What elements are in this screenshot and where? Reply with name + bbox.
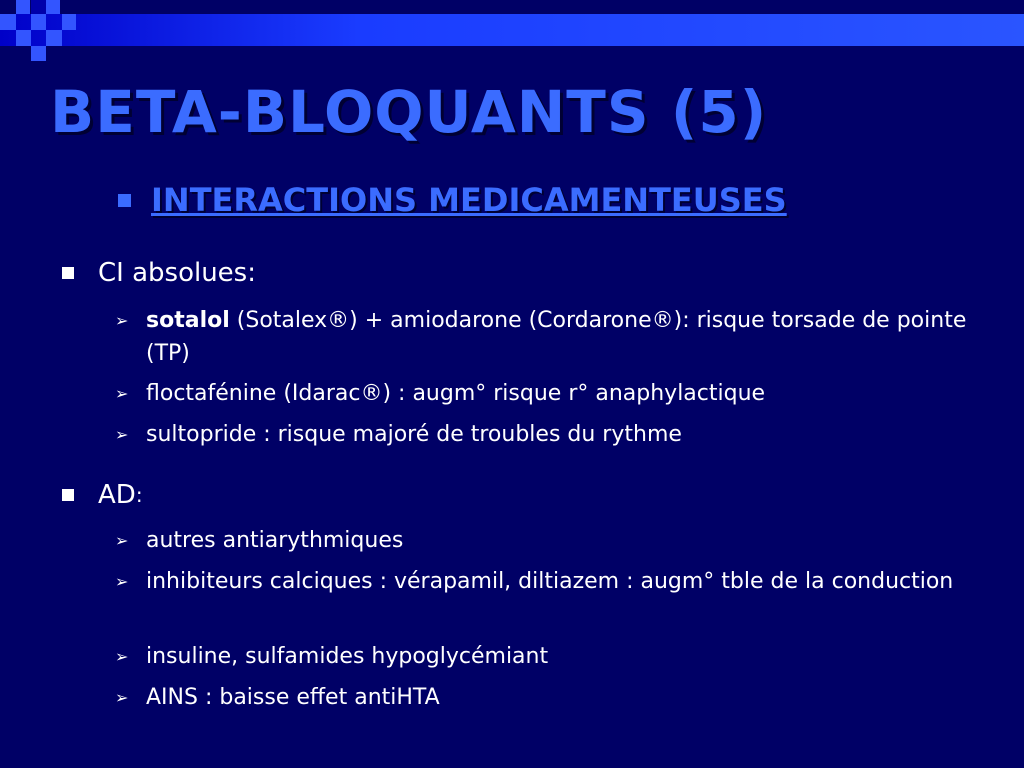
- list-item: [115, 418, 995, 451]
- section-heading-text: CI absolues:: [98, 258, 256, 288]
- section-heading-ad: [62, 480, 143, 510]
- drug-name-bold: sotalol: [146, 308, 230, 333]
- list-item-text: autres antiarythmiques: [146, 528, 404, 553]
- list-item: [115, 681, 995, 714]
- list-item-text: floctafénine (Idarac®) : augm° risque r° anaphylactique: [146, 381, 766, 406]
- list-item-text: insuline, sulfamides hypoglycémiant: [146, 644, 549, 669]
- square-bullet-icon: [62, 489, 74, 501]
- arrow-bullet-icon: ➢: [115, 384, 129, 403]
- subtitle-text: INTERACTIONS MEDICAMENTEUSES: [151, 181, 787, 219]
- decorative-top-bar: [0, 14, 1024, 46]
- list-item-text: sultopride : risque majoré de troubles du rythme: [146, 422, 682, 447]
- list-item: [115, 304, 995, 370]
- list-item-text: (Sotalex®) + amiodarone (Cordarone®): risque torsade de pointe (TP): [146, 308, 967, 366]
- list-item: [115, 524, 995, 557]
- list-item: [115, 377, 995, 410]
- list-item: [115, 640, 995, 673]
- list-item-text: AINS : baisse effet antiHTA: [146, 685, 440, 710]
- square-bullet-icon: [118, 194, 131, 207]
- arrow-bullet-icon: ➢: [115, 572, 129, 591]
- arrow-bullet-icon: ➢: [115, 647, 129, 666]
- section-heading-ci-absolues: [62, 258, 256, 288]
- arrow-bullet-icon: ➢: [115, 688, 129, 707]
- arrow-bullet-icon: ➢: [115, 531, 129, 550]
- slide-title: BETA-BLOQUANTS (5): [50, 78, 768, 146]
- list-item-text: inhibiteurs calciques : vérapamil, diltiazem : augm° tble de la conduction: [146, 569, 954, 594]
- arrow-bullet-icon: ➢: [115, 425, 129, 444]
- list-item: [115, 565, 995, 598]
- square-bullet-icon: [62, 267, 74, 279]
- section-heading-text: AD: [98, 480, 136, 510]
- arrow-bullet-icon: ➢: [115, 311, 129, 330]
- section-heading-suffix: :: [135, 483, 143, 507]
- slide-subtitle: [118, 181, 787, 219]
